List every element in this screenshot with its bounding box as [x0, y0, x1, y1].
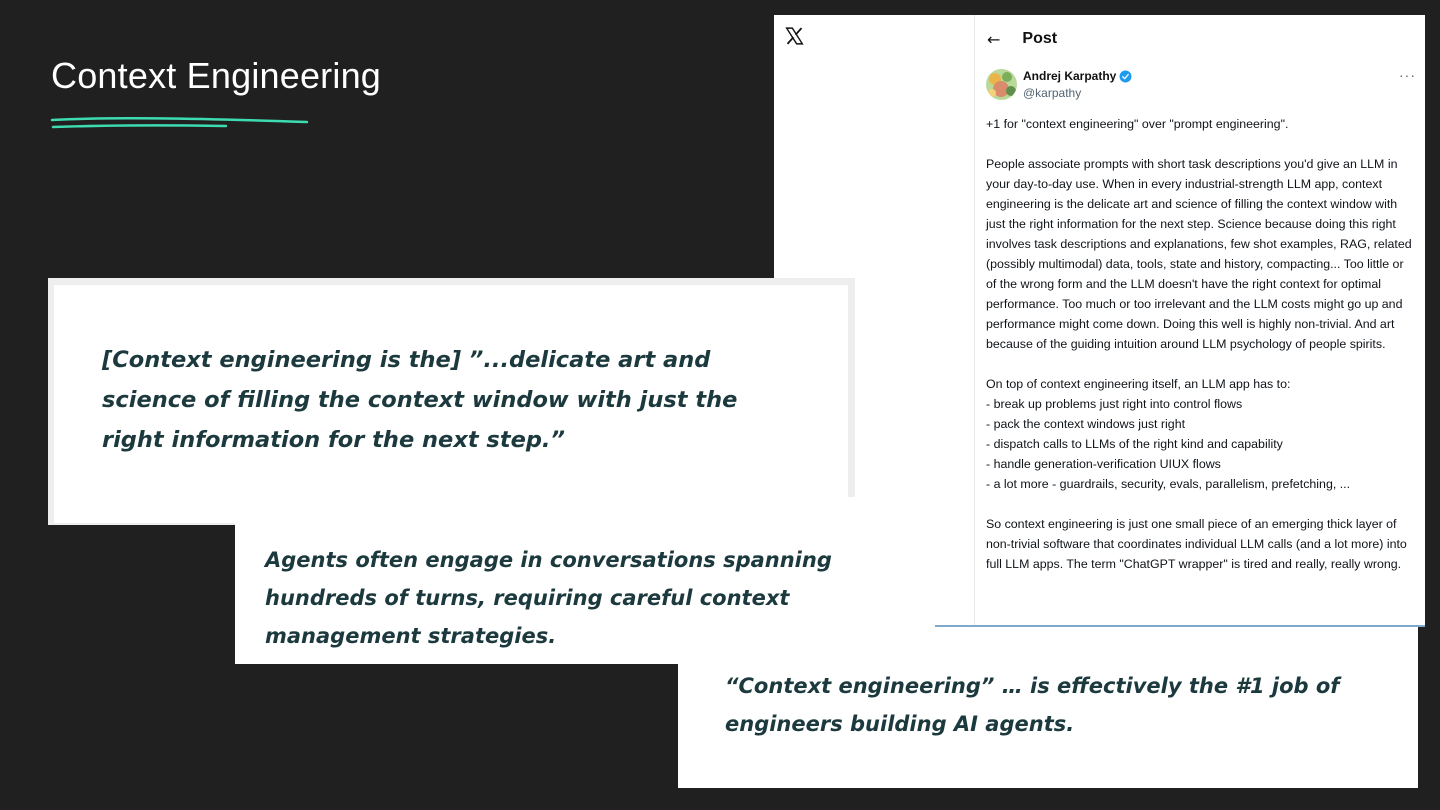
- more-options-icon[interactable]: ···: [1399, 67, 1416, 83]
- tweet-paragraph: On top of context engineering itself, an LLM app has to:: [986, 377, 1291, 391]
- tweet-paragraph: So context engineering is just one small piece of an emerging thick layer of non-trivial software that coordinates individual LLM calls (and a lot more) into full LLM apps. The term "ChatGPT wrapper" is tired and really, really wrong.: [986, 517, 1407, 571]
- list-item: - a lot more - guardrails, security, evals, parallelism, prefetching, ...: [986, 477, 1351, 491]
- x-logo-icon[interactable]: [784, 25, 805, 47]
- author-name[interactable]: [1023, 69, 1132, 83]
- quote-text: “Context engineering” … is effectively the #1 job of engineers building AI agents.: [725, 674, 1340, 736]
- verified-badge-icon: [1119, 70, 1132, 83]
- author-name-text: Andrej Karpathy: [1023, 69, 1117, 83]
- title-underline: [50, 114, 312, 134]
- list-item: - pack the context windows just right: [986, 417, 1186, 431]
- list-item: - dispatch calls to LLMs of the right kind and capability: [986, 437, 1283, 451]
- list-item: - handle generation-verification UIUX flows: [986, 457, 1221, 471]
- back-arrow-icon[interactable]: ←: [987, 29, 1001, 49]
- quote-card-1: [48, 278, 855, 525]
- quote-card-3: [678, 627, 1418, 788]
- slide-title: Context Engineering: [51, 55, 382, 96]
- post-title: Post: [1022, 30, 1058, 47]
- tweet-body: [986, 114, 1416, 574]
- list-item: - break up problems just right into control flows: [986, 397, 1243, 411]
- tweet-paragraph: +1 for "context engineering" over "prompt engineering".: [986, 117, 1289, 131]
- tweet-list: [986, 394, 1416, 494]
- post-header: [987, 27, 1057, 51]
- tweet-paragraph: People associate prompts with short task descriptions you'd give an LLM in your day-to-day use. When in every industrial-strength LLM app, context engineering is the delicate art and science of filling the context window with just the right information for the next step. Science because doing this right involves task descriptions and explanations, few shot examples, RAG, related (possibly multimodal) data, tools, state and history, compacting... Too little or of the wrong form and the LLM doesn't have the right context for optimal performance. Too much or too irrelevant and the LLM costs might go up and performance might come down. Doing this well is highly non-trivial. And art because of the guiding intuition around LLM psychology of people spirits.: [986, 157, 1412, 351]
- author-handle[interactable]: @karpathy: [1023, 86, 1082, 100]
- avatar[interactable]: [986, 69, 1017, 100]
- quote-text: Agents often engage in conversations spanning hundreds of turns, requiring careful context management strategies.: [265, 548, 832, 648]
- author-row: [986, 69, 1416, 103]
- quote-text: [Context engineering is the] ”...delicate art and science of filling the context window with just the right information for the next step.”: [102, 347, 738, 453]
